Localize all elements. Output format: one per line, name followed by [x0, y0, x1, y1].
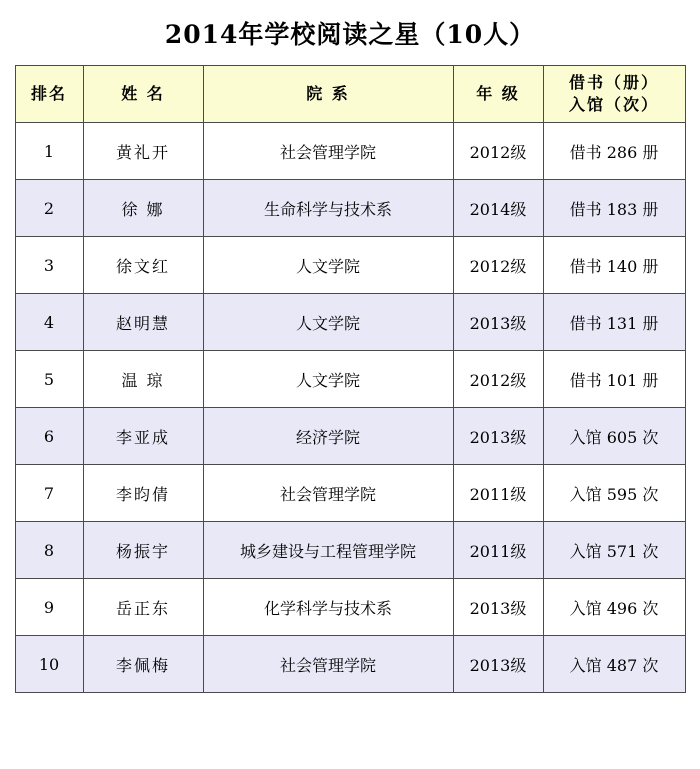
cell-department: 人文学院	[203, 237, 453, 294]
cell-name: 赵明慧	[83, 294, 203, 351]
cell-rank: 3	[15, 237, 83, 294]
cell-name: 岳正东	[83, 579, 203, 636]
cell-rank: 9	[15, 579, 83, 636]
cell-department: 人文学院	[203, 351, 453, 408]
table-header	[15, 66, 685, 123]
cell-rank: 2	[15, 180, 83, 237]
cell-department: 经济学院	[203, 408, 453, 465]
cell-statistic: 借书 101 册	[543, 351, 685, 408]
cell-rank: 4	[15, 294, 83, 351]
cell-rank: 7	[15, 465, 83, 522]
cell-name: 徐文红	[83, 237, 203, 294]
page-title: 2014年学校阅读之星（10人）	[164, 20, 536, 49]
column-header-department: 院 系	[203, 66, 453, 123]
cell-rank: 8	[15, 522, 83, 579]
table-body	[15, 123, 685, 693]
column-header-statistics-line2: 入馆（次）	[568, 95, 659, 114]
table-row	[15, 579, 685, 636]
table-row	[15, 636, 685, 693]
column-header-statistics	[543, 66, 685, 123]
cell-department: 社会管理学院	[203, 636, 453, 693]
cell-grade: 2013级	[453, 579, 543, 636]
cell-rank: 5	[15, 351, 83, 408]
cell-name: 温 琼	[83, 351, 203, 408]
cell-grade: 2011级	[453, 465, 543, 522]
cell-statistic: 入馆 487 次	[543, 636, 685, 693]
cell-department: 人文学院	[203, 294, 453, 351]
cell-department: 社会管理学院	[203, 465, 453, 522]
table-row	[15, 351, 685, 408]
column-header-rank: 排名	[15, 66, 83, 123]
column-header-name: 姓 名	[83, 66, 203, 123]
cell-grade: 2013级	[453, 636, 543, 693]
cell-statistic: 借书 131 册	[543, 294, 685, 351]
cell-name: 黄礼开	[83, 123, 203, 180]
column-header-grade: 年 级	[453, 66, 543, 123]
column-header-statistics-line1: 借书（册）	[568, 73, 659, 93]
cell-rank: 10	[15, 636, 83, 693]
cell-name: 杨振宇	[83, 522, 203, 579]
cell-grade: 2012级	[453, 351, 543, 408]
cell-name: 李佩梅	[83, 636, 203, 693]
table-row	[15, 465, 685, 522]
cell-statistic: 入馆 595 次	[543, 465, 685, 522]
reading-star-table	[15, 65, 686, 693]
cell-rank: 1	[15, 123, 83, 180]
cell-name: 李亚成	[83, 408, 203, 465]
cell-grade: 2012级	[453, 237, 543, 294]
table-row	[15, 522, 685, 579]
cell-department: 城乡建设与工程管理学院	[203, 522, 453, 579]
cell-department: 生命科学与技术系	[203, 180, 453, 237]
table-row	[15, 294, 685, 351]
header-row	[15, 66, 685, 123]
cell-statistic: 入馆 496 次	[543, 579, 685, 636]
cell-grade: 2013级	[453, 294, 543, 351]
cell-statistic: 借书 183 册	[543, 180, 685, 237]
cell-grade: 2012级	[453, 123, 543, 180]
cell-statistic: 借书 286 册	[543, 123, 685, 180]
table-row	[15, 237, 685, 294]
table-row	[15, 123, 685, 180]
cell-department: 社会管理学院	[203, 123, 453, 180]
cell-rank: 6	[15, 408, 83, 465]
cell-grade: 2011级	[453, 522, 543, 579]
cell-statistic: 入馆 571 次	[543, 522, 685, 579]
table-row	[15, 180, 685, 237]
cell-grade: 2013级	[453, 408, 543, 465]
cell-name: 李昀倩	[83, 465, 203, 522]
table-row	[15, 408, 685, 465]
cell-department: 化学科学与技术系	[203, 579, 453, 636]
cell-name: 徐 娜	[83, 180, 203, 237]
cell-grade: 2014级	[453, 180, 543, 237]
cell-statistic: 入馆 605 次	[543, 408, 685, 465]
cell-statistic: 借书 140 册	[543, 237, 685, 294]
